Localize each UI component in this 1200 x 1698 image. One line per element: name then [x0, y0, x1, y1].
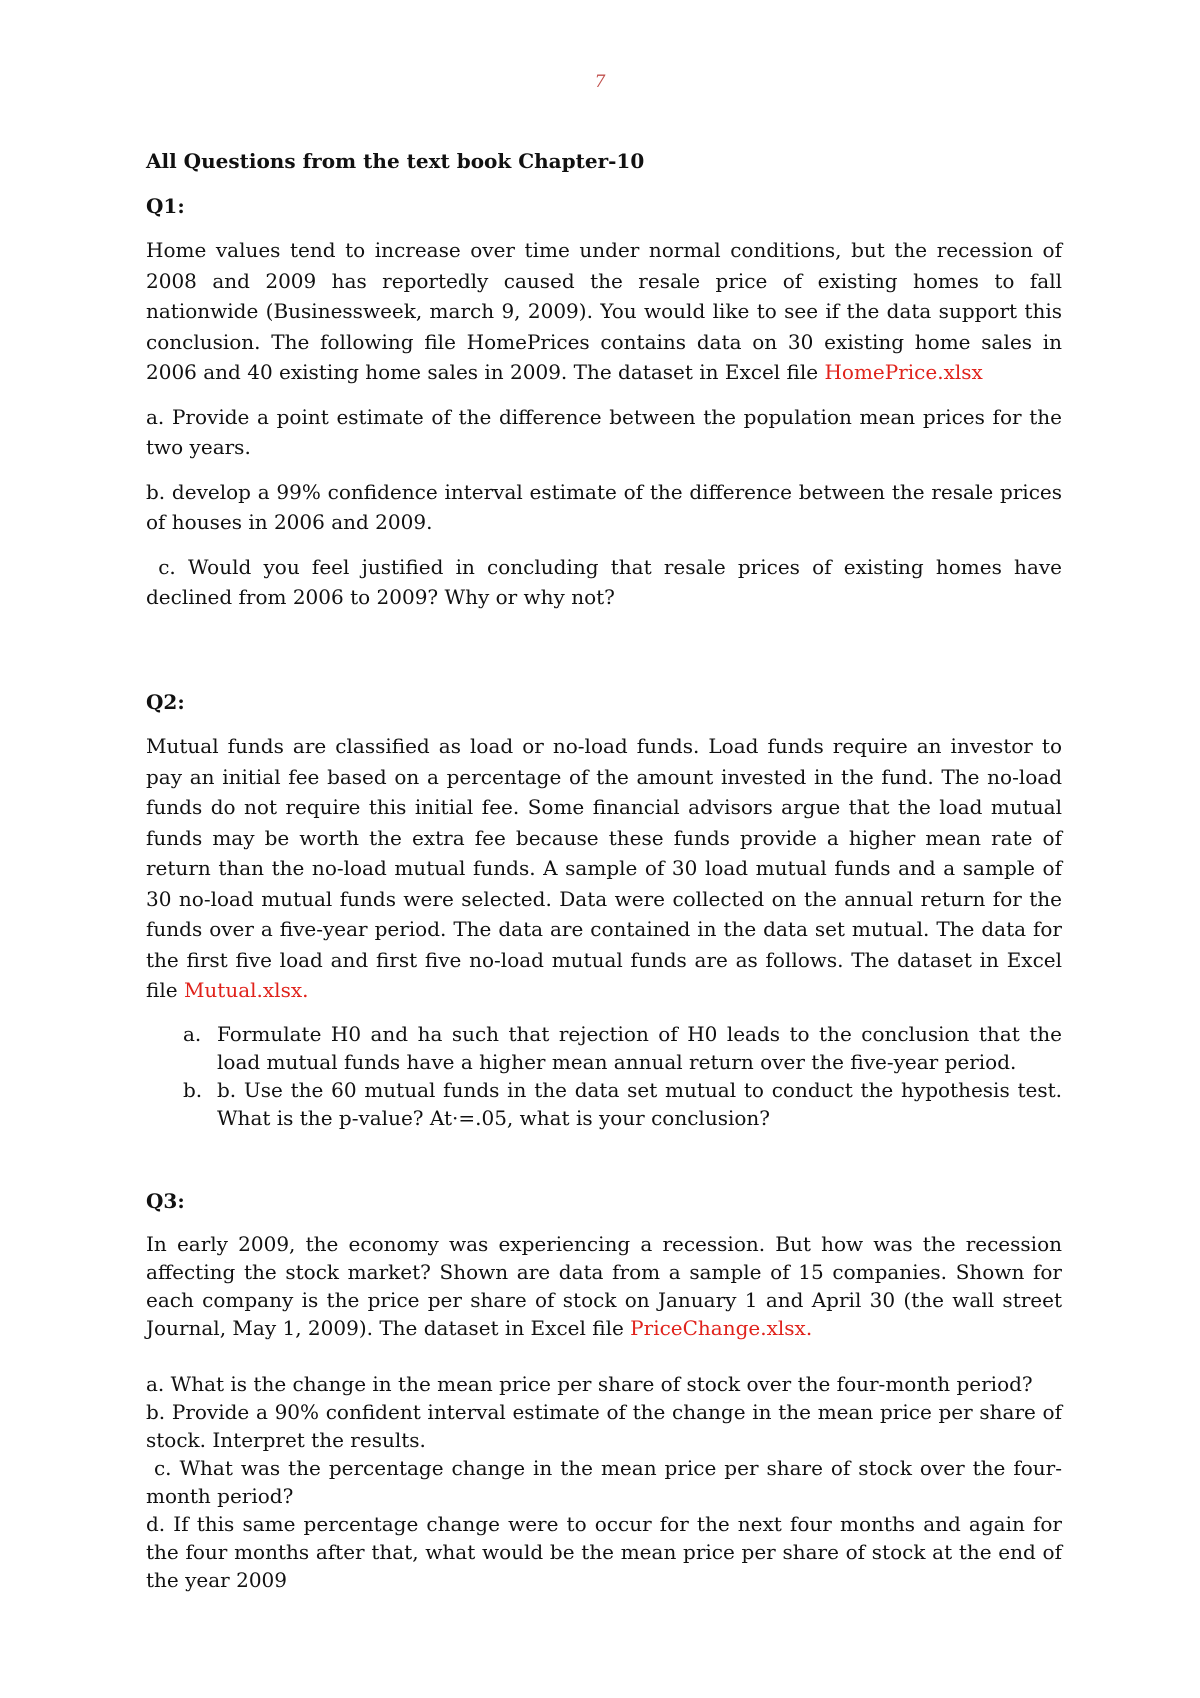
q3-label: Q3: [146, 1188, 185, 1213]
q1-part-c: c. Would you feel justified in concluding that resale prices of existing homes have declined from 2006 to 2009? Why or why not? [146, 554, 1069, 609]
list-item-text: b. Use the 60 mutual funds in the data set mutual to conduct the hypothesis test. What is the p-value? At·=.05, what is your conclusion? [217, 1077, 1062, 1130]
q1-part-a: a. Provide a point estimate of the difference between the population mean prices for the two years. [146, 404, 1062, 459]
spacer [146, 627, 1062, 687]
list-marker: b. [183, 1077, 203, 1102]
document-body [146, 146, 1069, 1594]
q1-intro [146, 235, 1062, 388]
q3-file-link[interactable]: PriceChange.xlsx. [630, 1316, 813, 1340]
list-item [146, 1076, 1062, 1132]
q2-parts-list [146, 1020, 1062, 1132]
q3-part-d: d. If this same percentage change were to occur for the next four months and again for the four months after that, what would be the mean price per share of stock at the end of the year 2009 [146, 1512, 1062, 1592]
q1-label: Q1: [146, 193, 185, 218]
q2-intro-text: Mutual funds are classified as load or no-load funds. Load funds require an investor to pay an initial fee based on a percentage of the amount invested in the fund. The no-load funds do not require this initial fee. Some financial advisors argue that the load mutual funds may be worth the extra fee because these funds provide a higher mean rate of return than the no-load mutual funds. A sample of 30 load mutual funds and a sample of 30 no-load mutual funds were selected. Data were collected on the annual return for the funds over a five-year period. The data are contained in the data set mutual. The data for the first five load and first five no-load mutual funds are as follows. The dataset in Excel file [146, 734, 1062, 1002]
q3-part-b: b. Provide a 90% confident interval estimate of the change in the mean price per share of stock. Interpret the results. [146, 1400, 1062, 1452]
page-number: 7 [594, 72, 606, 92]
q2-file-link[interactable]: Mutual.xlsx. [183, 978, 309, 1002]
q3-part-c: c. What was the percentage change in the mean price per share of stock over the four- month period? [146, 1456, 1069, 1508]
q1-part-b: b. develop a 99% confidence interval estimate of the difference between the resale prices of houses in 2006 and 2009. [146, 479, 1062, 534]
list-item-text: Formulate H0 and ha such that rejection of H0 leads to the conclusion that the load mutual funds have a higher mean annual return over the five-year period. [217, 1021, 1062, 1074]
q2-intro [146, 731, 1062, 1006]
list-marker: a. [183, 1021, 202, 1046]
q3-part-a: a. What is the change in the mean price per share of stock over the four-month period? [146, 1372, 1033, 1396]
q3-intro-text: In early 2009, the economy was experiencing a recession. But how was the recession affecting the stock market? Shown are data from a sample of 15 companies. Shown for each company is the price per share of stock on January 1 and April 30 (the wall street Journal, May 1, 2009). The dataset in Excel file [146, 1232, 1062, 1340]
q1-file-link[interactable]: HomePrice.xlsx [824, 360, 983, 384]
q1-intro-text: Home values tend to increase over time under normal conditions, but the recession of 2008 and 2009 has reportedly caused the resale price of existing homes to fall nationwide (Businessweek, march 9, 2009). You would like to see if the data support this conclusion. The following file HomePrices contains data on 30 existing home sales in 2006 and 40 existing home sales in 2009. The dataset in Excel file [146, 238, 1062, 384]
page-heading: All Questions from the text book Chapter-10 [146, 149, 645, 173]
q3-intro [146, 1230, 1062, 1342]
spacer [146, 1132, 1062, 1186]
q2-label: Q2: [146, 689, 185, 714]
list-item [146, 1020, 1062, 1076]
